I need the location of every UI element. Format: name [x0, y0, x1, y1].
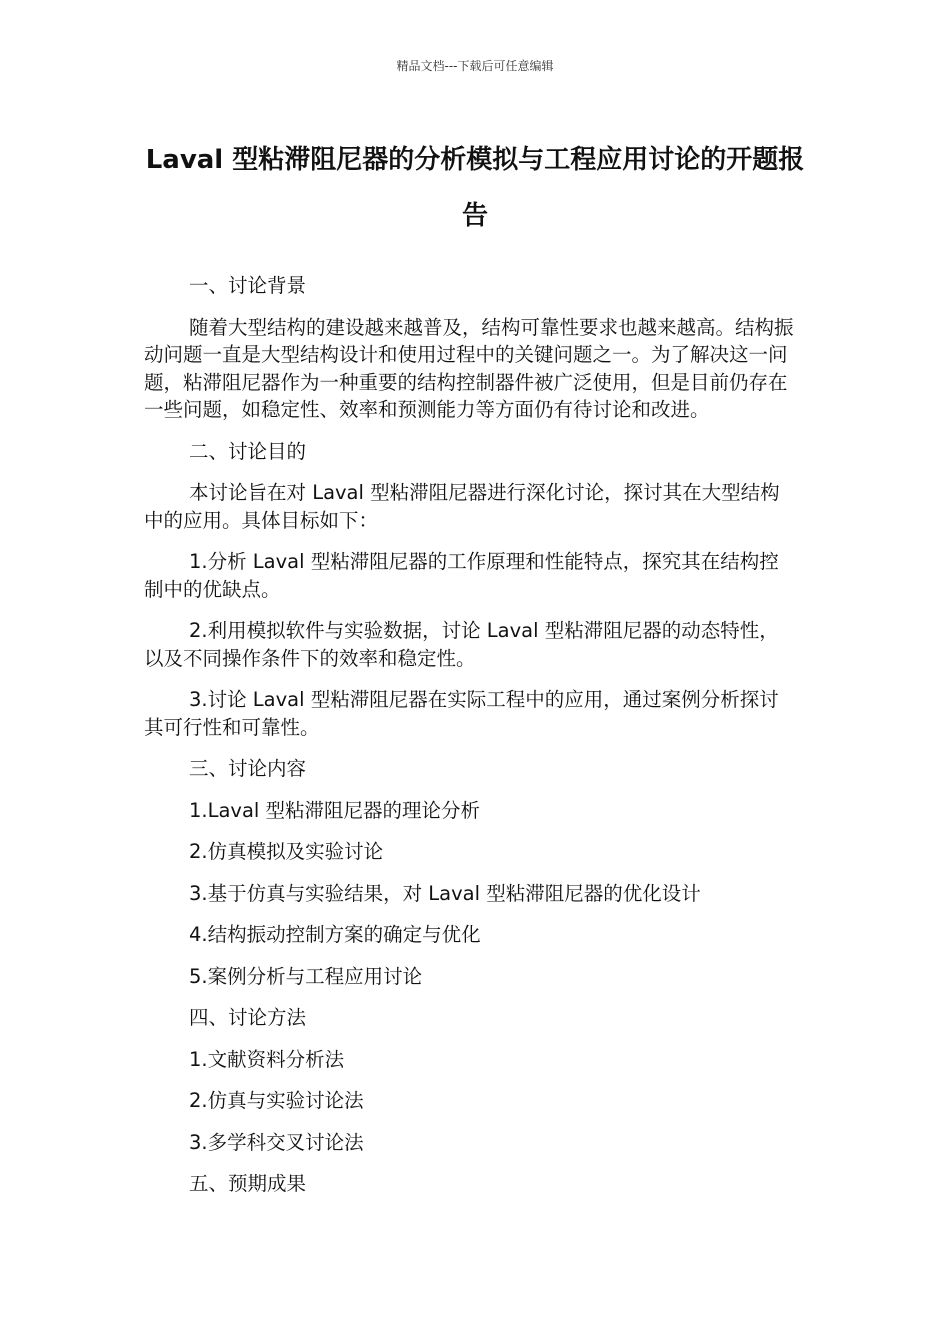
section-heading-methods: 四、讨论方法	[189, 1006, 307, 1029]
header-note: 精品文档---下载后可任意编辑	[396, 59, 554, 73]
content-item-4: 4.结构振动控制方案的确定与优化	[189, 923, 481, 946]
document-title: Laval 型粘滞阻尼器的分析模拟与工程应用讨论的开题报告	[145, 145, 805, 231]
content-item-5: 5.案例分析与工程应用讨论	[189, 964, 423, 988]
section-heading-background: 一、讨论背景	[189, 274, 307, 297]
content-item-3: 3.基于仿真与实验结果，对 Laval 型粘滞阻尼器的优化设计	[189, 881, 701, 905]
paragraph-purpose-intro: 本讨论旨在对 Laval 型粘滞阻尼器进行深化讨论，探讨其在大型结构中的应用。具体目标如下：	[144, 481, 780, 532]
purpose-item-1: 1.分析 Laval 型粘滞阻尼器的工作原理和性能特点，探究其在结构控制中的优缺点。	[144, 550, 779, 601]
section-heading-purpose: 二、讨论目的	[189, 439, 307, 463]
content-item-1: 1.Laval 型粘滞阻尼器的理论分析	[189, 798, 481, 822]
purpose-item-3: 3.讨论 Laval 型粘滞阻尼器在实际工程中的应用，通过案例分析探讨其可行性和可靠性。	[144, 688, 779, 739]
method-item-2: 2.仿真与实验讨论法	[189, 1089, 364, 1112]
purpose-item-2: 2.利用模拟软件与实验数据，讨论 Laval 型粘滞阻尼器的动态特性，以及不同操作条件下的效率和稳定性。	[144, 619, 779, 670]
paragraph-background: 随着大型结构的建设越来越普及，结构可靠性要求也越来越高。结构振动问题一直是大型结构设计和使用过程中的关键问题之一。为了解决这一问题，粘滞阻尼器作为一种重要的结构控制器件被广泛使用，但是目前仍存在一些问题，如稳定性、效率和预测能力等方面仍有待讨论和改进。	[144, 315, 794, 421]
method-item-3: 3.多学科交叉讨论法	[189, 1130, 364, 1154]
content-item-2: 2.仿真模拟及实验讨论	[189, 840, 384, 863]
method-item-1: 1.文献资料分析法	[189, 1047, 345, 1071]
section-heading-content: 三、讨论内容	[189, 757, 307, 780]
section-heading-outcomes: 五、预期成果	[189, 1172, 307, 1195]
document-body	[144, 272, 796, 1212]
